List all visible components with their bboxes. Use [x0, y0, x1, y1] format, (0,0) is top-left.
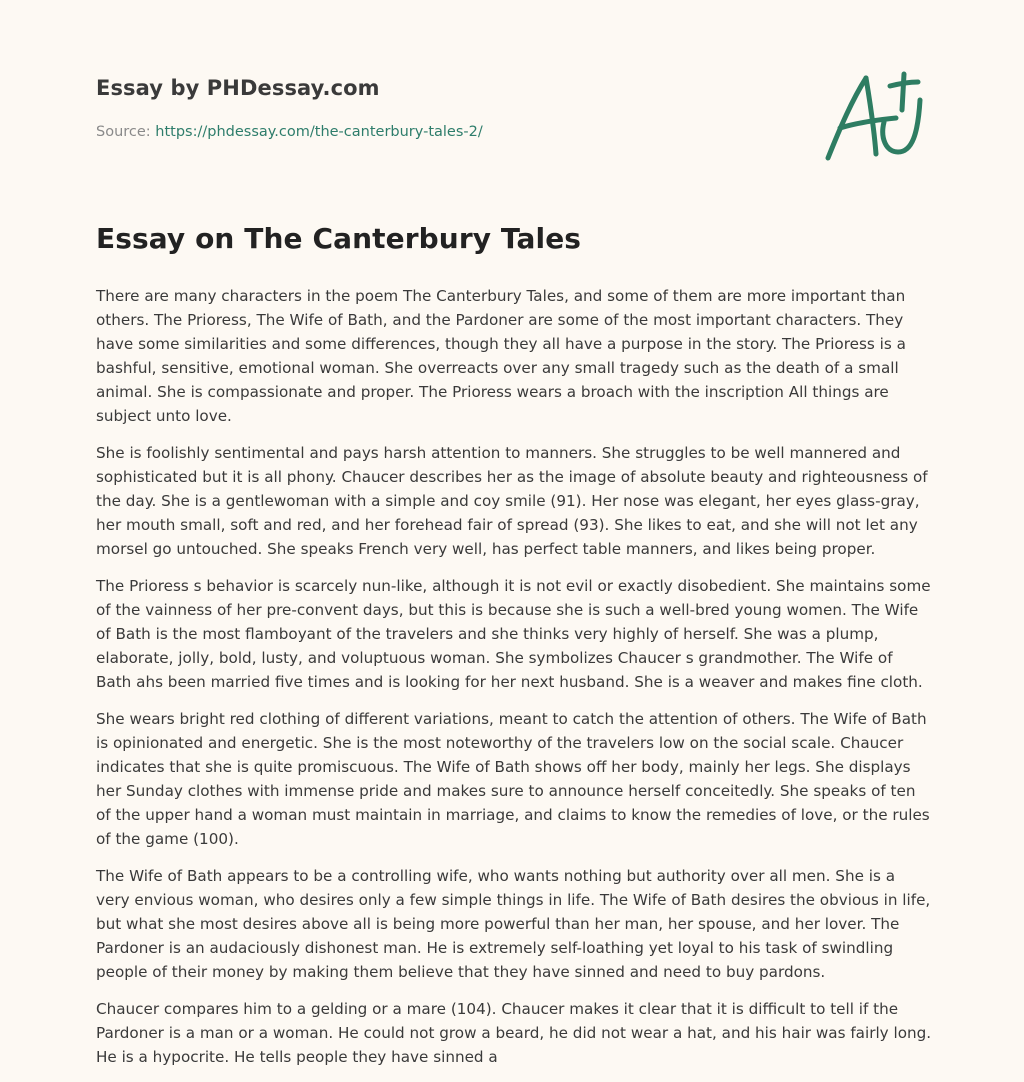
essay-paragraph: She wears bright red clothing of different variations, meant to catch the attention of others. The Wife of Bath is opinionated and energetic. She is the most noteworthy of the travelers low on the social scale. Chaucer indicates that she is quite promiscuous. The Wife of Bath shows off her body, mainly her legs. She displays her Sunday clothes with immense pride and makes sure to announce herself conceitedly. She speaks of ten of the upper hand a woman must maintain in marriage, and claims to know the remedies of love, or the rules of the game (100). — [96, 710, 930, 848]
essay-body — [96, 284, 932, 1082]
a-plus-logo-icon — [822, 66, 928, 166]
page-header — [96, 0, 932, 190]
essay-page — [96, 0, 932, 1066]
source-label: Source: — [96, 124, 151, 140]
source-line — [96, 124, 483, 140]
essay-paragraph: The Wife of Bath appears to be a controlling wife, who wants nothing but authority over all men. She is a very envious woman, who desires only a few simple things in life. The Wife of Bath desires the obvious in life, but what she most desires above all is being more powerful than her man, her spouse, and her lover. The Pardoner is an audaciously dishonest man. He is extremely self-loathing yet loyal to his task of swindling people of their money by making them believe that they have sinned and need to buy pardons. — [96, 867, 931, 981]
essay-paragraph: The Prioress s behavior is scarcely nun-like, although it is not evil or exactly disobedient. She maintains some of the vainness of her pre-convent days, but this is because she is such a well-bred young women. The Wife of Bath is the most flamboyant of the travelers and she thinks very highly of herself. She was a plump, elaborate, jolly, bold, lusty, and voluptuous woman. She symbolizes Chaucer s grandmother. The Wife of Bath ahs been married five times and is looking for her next husband. She is a weaver and makes fine cloth. — [96, 577, 931, 691]
essay-paragraph: She is foolishly sentimental and pays harsh attention to manners. She struggles to be well mannered and sophisticated but it is all phony. Chaucer describes her as the image of absolute beauty and righteousness of the day. She is a gentlewoman with a simple and coy smile (91). Her nose was elegant, her eyes glass-gray, her mouth small, soft and red, and her forehead fair of spread (93). She likes to eat, and she will not let any morsel go untouched. She speaks French very well, has perfect table manners, and likes being proper. — [96, 444, 928, 558]
essay-paragraph: There are many characters in the poem The Canterbury Tales, and some of them are more important than others. The Prioress, The Wife of Bath, and the Pardoner are some of the most important characters. They have some similarities and some differences, though they all have a purpose in the story. The Prioress is a bashful, sensitive, emotional woman. She overreacts over any small tragedy such as the death of a small animal. She is compassionate and proper. The Prioress wears a broach with the inscription All things are subject unto love. — [96, 287, 906, 425]
site-brand: Essay by PHDessay.com — [96, 76, 380, 100]
essay-title: Essay on The Canterbury Tales — [96, 222, 582, 255]
essay-paragraph: Chaucer compares him to a gelding or a mare (104). Chaucer makes it clear that it is difficult to tell if the Pardoner is a man or a woman. He could not grow a beard, he did not wear a hat, and his hair was fairly long. He is a hypocrite. He tells people they have sinned a — [96, 1000, 932, 1066]
source-link[interactable]: https://phdessay.com/the-canterbury-tales-2/ — [155, 124, 483, 140]
